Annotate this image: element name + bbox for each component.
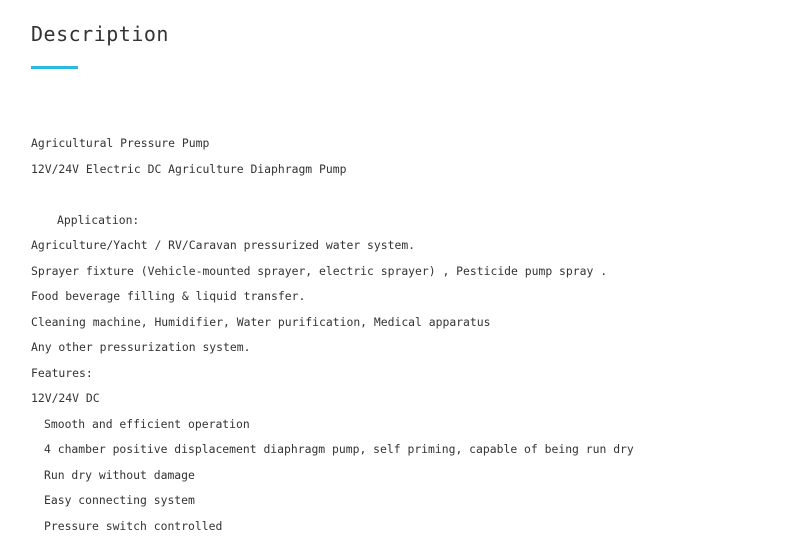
features-heading: Features: [31, 361, 771, 387]
application-item: Agriculture/Yacht / RV/Caravan pressurized water system. [31, 233, 771, 259]
product-name: Agricultural Pressure Pump [31, 131, 771, 157]
feature-item: 4 chamber positive displacement diaphragm pump, self priming, capable of being run dry [31, 437, 771, 463]
feature-item: Easy connecting system [31, 488, 771, 514]
description-body [31, 131, 771, 539]
feature-item: Smooth and efficient operation [31, 412, 771, 438]
application-item: Any other pressurization system. [31, 335, 771, 361]
application-item: Food beverage filling & liquid transfer. [31, 284, 771, 310]
application-heading: Application: [31, 208, 771, 234]
title-underline [31, 66, 78, 69]
voltage-line: 12V/24V DC [31, 386, 771, 412]
application-item: Sprayer fixture (Vehicle-mounted sprayer, electric sprayer) , Pesticide pump spray . [31, 259, 771, 285]
spacer-line [31, 182, 771, 208]
product-subtitle: 12V/24V Electric DC Agriculture Diaphragm Pump [31, 157, 771, 183]
feature-item: Pressure switch controlled [31, 514, 771, 539]
feature-item: Run dry without damage [31, 463, 771, 489]
section-title: Description [31, 20, 169, 48]
description-header [31, 20, 169, 48]
application-item: Cleaning machine, Humidifier, Water purification, Medical apparatus [31, 310, 771, 336]
